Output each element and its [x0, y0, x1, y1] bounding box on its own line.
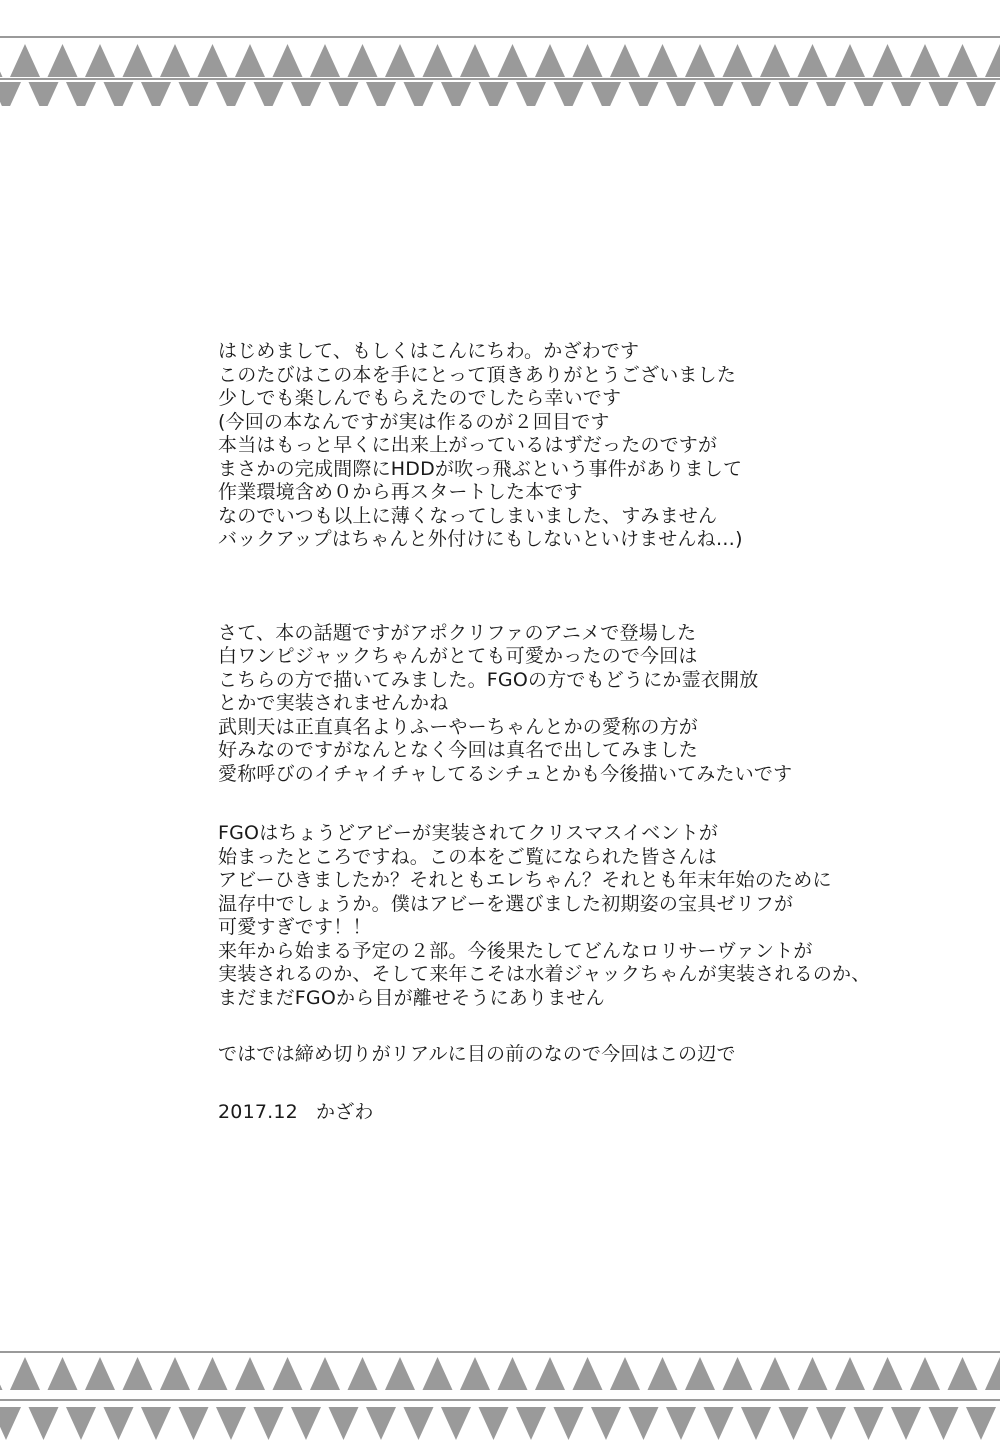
triangle-down-shape [591, 1407, 621, 1440]
triangle-up-shape [910, 44, 940, 77]
triangle-up-shape [273, 44, 303, 77]
paragraph-spacer [218, 1010, 918, 1043]
triangle-up-shape [685, 44, 715, 77]
text-line: 温存中でしょうか。僕はアビーを選びました初期姿の宝具ゼリフが [218, 892, 794, 915]
text-line: (今回の本なんですが実は作るのが２回目です [218, 410, 610, 433]
text-line: バックアップはちゃんと外付けにもしないといけませんね…) [218, 528, 743, 550]
triangle-up-shape [648, 1357, 678, 1390]
triangle-down-shape [704, 1407, 734, 1440]
triangle-up-shape [498, 1357, 528, 1390]
triangle-down-shape [554, 82, 584, 106]
triangle-up-shape [535, 44, 565, 77]
text-line: はじめまして、もしくはこんにちわ。かざわです [218, 340, 640, 362]
triangle-down-shape [141, 1407, 171, 1440]
text-line: 武則天は正直真名よりふーやーちゃんとかの愛称の方が [218, 715, 699, 738]
triangle-up-shape [10, 1357, 40, 1390]
triangle-up-shape [835, 1357, 865, 1390]
text-line: 好みなのですがなんとなく今回は真名で出してみました [218, 739, 699, 761]
triangle-up-shape [123, 1357, 153, 1390]
triangle-down-shape [854, 1407, 884, 1440]
triangle-down-shape [441, 1407, 471, 1440]
triangle-down-shape [666, 82, 696, 106]
triangle-down-shape [779, 82, 809, 106]
text-line: 来年から始まる予定の２部。今後果たしてどんなロリサーヴァントが [218, 939, 813, 962]
triangle-up-shape [685, 1357, 715, 1390]
triangle-up-shape [948, 44, 978, 77]
top-triangle-border [0, 0, 1000, 106]
triangle-up-shape [573, 1357, 603, 1390]
triangle-down-shape [854, 82, 884, 106]
triangle-up-shape [460, 44, 490, 77]
triangle-up-shape [310, 1357, 340, 1390]
triangle-down-shape [254, 82, 284, 106]
triangle-up-shape [348, 44, 378, 77]
triangle-up-shape [835, 44, 865, 77]
triangle-down-shape [141, 82, 171, 106]
triangle-up-shape [423, 1357, 453, 1390]
triangle-up-shape [160, 1357, 190, 1390]
triangle-down-shape [966, 1407, 996, 1440]
triangle-up-shape [385, 1357, 415, 1390]
triangle-up-shape [610, 1357, 640, 1390]
triangle-down-shape [741, 82, 771, 106]
triangle-down-shape [216, 1407, 246, 1440]
text-line: 本当はもっと早くに出来上がっているはずだったのですが [218, 434, 718, 456]
text-line: こちらの方で描いてみました。FGOの方でもどうにか霊衣開放 [218, 668, 759, 691]
triangle-up-shape [535, 1357, 565, 1390]
signature-author: かざわ [315, 1100, 374, 1123]
triangle-up-shape [85, 44, 115, 77]
text-line: なのでいつも以上に薄くなってしまいました、すみません [218, 504, 718, 527]
triangle-down-shape [179, 1407, 209, 1440]
triangle-up-shape [0, 1357, 3, 1390]
triangle-down-shape [966, 82, 996, 106]
text-line: 少しでも楽しんでもらえたのでしたら幸いです [218, 387, 622, 409]
triangle-up-shape [460, 1357, 490, 1390]
paragraph-greeting [218, 340, 918, 552]
triangle-down-shape [779, 1407, 809, 1440]
triangle-up-shape [385, 44, 415, 77]
text-line: ではでは締め切りがリアルに目の前のなので今回はこの辺で [218, 1043, 736, 1065]
triangle-up-shape [648, 44, 678, 77]
triangle-down-shape [929, 82, 959, 106]
text-line: 可愛すぎです！！ [218, 916, 372, 938]
triangle-up-shape [198, 44, 228, 77]
triangle-down-shape [554, 1407, 584, 1440]
triangle-up-shape [0, 44, 3, 77]
text-line: まさかの完成間際にHDDが吹っ飛ぶという事件がありまして [218, 457, 743, 480]
triangle-up-shape [423, 44, 453, 77]
text-line: このたびはこの本を手にとって頂きありがとうございました [218, 363, 737, 386]
triangle-up-shape [723, 44, 753, 77]
triangle-up-shape [760, 44, 790, 77]
triangle-down-shape [66, 1407, 96, 1440]
triangle-up-shape [873, 1357, 903, 1390]
triangle-down-shape [816, 1407, 846, 1440]
triangle-down-shape [629, 1407, 659, 1440]
triangle-up-shape [873, 44, 903, 77]
triangle-up-shape [985, 44, 1000, 77]
triangle-down-shape [29, 82, 59, 106]
triangle-up-shape [723, 1357, 753, 1390]
paragraph-book-topic [218, 622, 918, 787]
triangle-down-shape [329, 82, 359, 106]
text-line: アビーひきましたか？それともエレちゃん？それとも年末年始のために [218, 869, 832, 891]
paragraph-closing [218, 1043, 918, 1067]
text-line: 白ワンピジャックちゃんがとても可愛かったので今回は [218, 645, 698, 667]
triangle-up-shape [610, 44, 640, 77]
text-line: 始まったところですね。この本をご覧になられた皆さんは [218, 845, 718, 868]
triangle-down-shape [516, 1407, 546, 1440]
paragraph-spacer [218, 1067, 918, 1101]
paragraph-spacer [218, 786, 918, 822]
triangle-down-shape [704, 82, 734, 106]
triangle-up-shape [235, 1357, 265, 1390]
triangle-up-shape [48, 1357, 78, 1390]
triangle-down-shape [479, 1407, 509, 1440]
triangle-up-shape [10, 44, 40, 77]
triangle-down-shape [479, 82, 509, 106]
triangle-down-shape [591, 82, 621, 106]
text-line: 愛称呼びのイチャイチャしてるシチュとかも今後描いてみたいです [218, 762, 793, 785]
triangle-up-shape [798, 44, 828, 77]
text-line: さて、本の話題ですがアポクリファのアニメで登場した [218, 621, 697, 644]
triangle-up-shape [910, 1357, 940, 1390]
triangle-up-shape [310, 44, 340, 77]
triangle-down-shape [929, 1407, 959, 1440]
triangle-up-shape [760, 1357, 790, 1390]
triangle-up-shape [948, 1357, 978, 1390]
triangle-up-shape [198, 1357, 228, 1390]
paragraph-fgo-news [218, 822, 918, 1010]
bottom-triangle-border [0, 1349, 1000, 1455]
triangle-down-shape [404, 82, 434, 106]
triangle-down-shape [629, 82, 659, 106]
text-line: FGOはちょうどアビーが実装されてクリスマスイベントが [218, 822, 719, 844]
triangle-down-shape [816, 82, 846, 106]
triangle-up-shape [235, 44, 265, 77]
paragraph-spacer [218, 552, 918, 622]
triangle-down-shape [104, 82, 134, 106]
triangle-down-shape [404, 1407, 434, 1440]
triangle-down-shape [179, 82, 209, 106]
triangle-down-shape [329, 1407, 359, 1440]
triangle-down-shape [216, 82, 246, 106]
triangle-down-shape [741, 1407, 771, 1440]
signature-date: 2017.12 [218, 1100, 298, 1123]
triangle-up-shape [798, 1357, 828, 1390]
triangle-down-shape [516, 82, 546, 106]
text-line: 実装されるのか、そして来年こそは水着ジャックちゃんが実装されるのか、 [218, 963, 871, 985]
triangle-up-shape [123, 44, 153, 77]
triangle-down-shape [254, 1407, 284, 1440]
text-line: まだまだFGOから目が離せそうにありません [218, 986, 605, 1009]
triangle-down-shape [291, 1407, 321, 1440]
triangle-down-shape [891, 1407, 921, 1440]
triangle-down-shape [441, 82, 471, 106]
text-line: とかで実装されませんかね [218, 692, 449, 714]
border-rule [0, 1399, 1000, 1401]
triangle-up-shape [498, 44, 528, 77]
triangle-down-shape [29, 1407, 59, 1440]
triangle-down-shape [366, 1407, 396, 1440]
triangle-down-shape [104, 1407, 134, 1440]
triangle-down-shape [0, 1407, 21, 1440]
text-line: 作業環境含め０から再スタートした本です [218, 481, 583, 503]
triangle-down-shape [66, 82, 96, 106]
afterword-text [218, 340, 918, 1124]
triangle-down-shape [291, 82, 321, 106]
border-rule [0, 36, 1000, 38]
triangle-down-shape [366, 82, 396, 106]
triangle-up-shape [85, 1357, 115, 1390]
triangle-up-shape [348, 1357, 378, 1390]
triangle-up-shape [573, 44, 603, 77]
triangle-down-shape [666, 1407, 696, 1440]
triangle-up-shape [160, 44, 190, 77]
border-rule [0, 1351, 1000, 1353]
triangle-up-shape [273, 1357, 303, 1390]
triangle-up-shape [985, 1357, 1000, 1390]
triangle-down-shape [0, 82, 21, 106]
triangle-down-shape [891, 82, 921, 106]
border-rule [0, 78, 1000, 80]
triangle-up-shape [48, 44, 78, 77]
signature [218, 1101, 918, 1125]
